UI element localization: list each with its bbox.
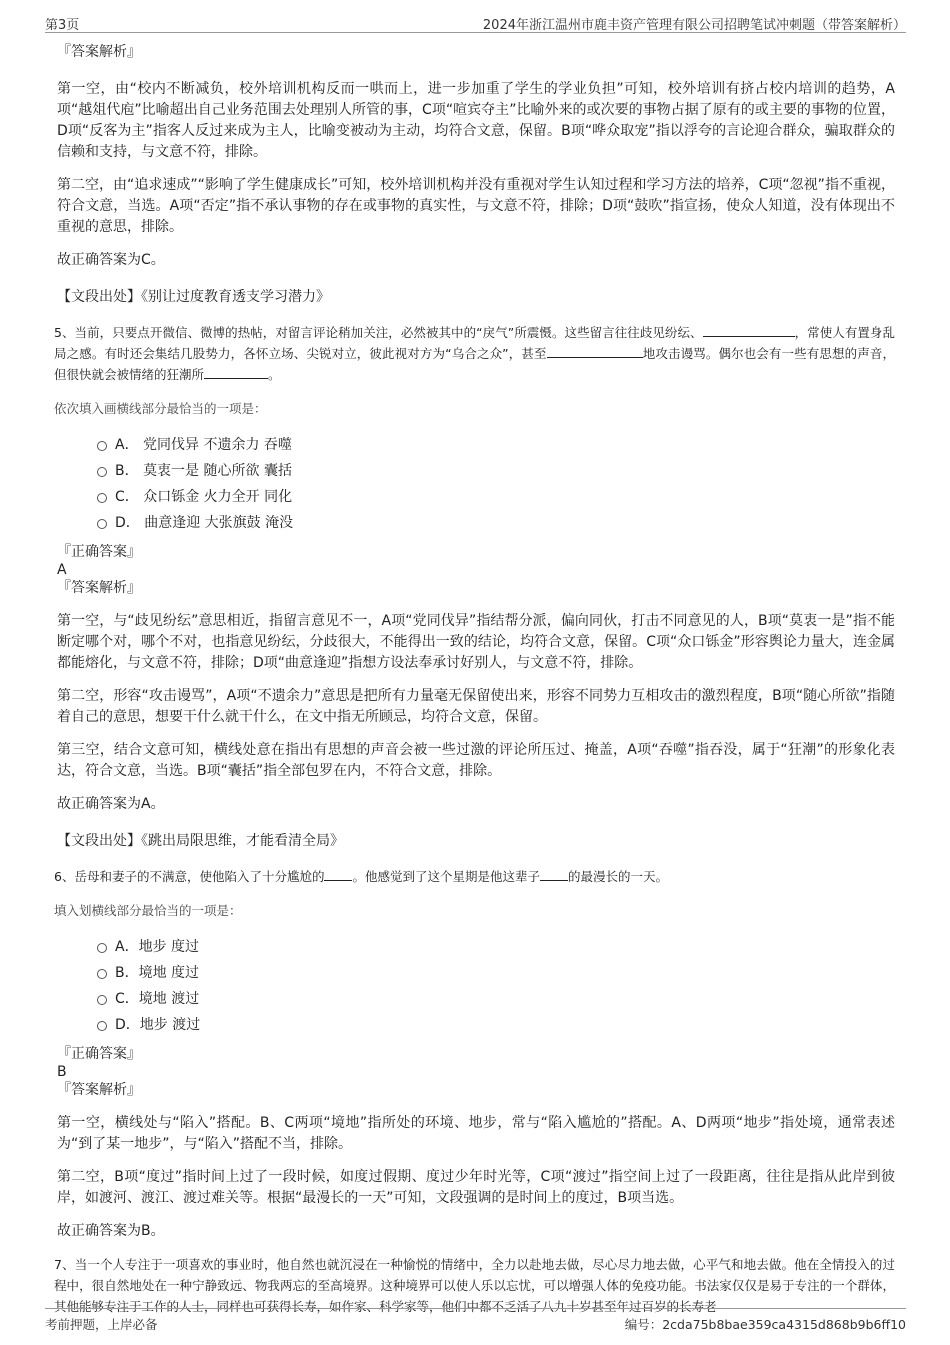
q6-conclusion: 故正确答案为B。 — [57, 1223, 165, 1239]
q5-question-text: 5、当前，只要点开微信、微博的热帖，对留言评论稍加关注，必然被其中的“戾气”所震慑。这些留言往往歧见纷纭、 ，常使人有置身乱局之感。有时还会集结几股势力，各怀立场、尖锐对立，彼此视对方为“乌合之众”，甚至 地攻击谩骂。偶尔也会有一些有思想的声音，但很快就会被情绪的狂潮所 。 — [54, 322, 895, 385]
page-footer — [45, 1308, 906, 1339]
q5-options — [95, 435, 895, 539]
q6-option-d[interactable]: D．地步 渡过 — [95, 1015, 895, 1041]
q5-blank-1 — [703, 322, 795, 337]
document-body — [54, 42, 895, 1317]
q6-correct-answer: B — [57, 1064, 67, 1080]
q5-option-a[interactable]: A． 党同伐异 不遗余力 吞噬 — [95, 435, 895, 461]
q5-analysis-para-2: 第二空，形容“攻击谩骂”，A项“不遗余力”意思是把所有力量毫无保留使出来，形容不同势力互相攻击的激烈程度，B项“随心所欲”指随着自己的意思，想要干什么就干什么，在文中指无所顾忌，均符合文意，保留。 — [57, 688, 895, 725]
q6-options — [95, 937, 895, 1041]
q6-analysis-para-1: 第一空，横线处与“陷入”搭配。B、C两项“境地”指所处的环境、地步，常与“陷入尴尬的”搭配。A、D两项“地步”指处境，通常表述为“到了某一地步”，与“陷入”搭配不当，排除。 — [57, 1115, 895, 1152]
radio-icon[interactable] — [97, 441, 107, 451]
radio-icon[interactable] — [97, 995, 107, 1005]
q6-analysis-label: 『答案解析』 — [57, 1082, 141, 1098]
q5-blank-2 — [547, 343, 643, 358]
q5-conclusion: 故正确答案为A。 — [57, 796, 165, 812]
page-header — [45, 10, 906, 33]
q6-correct-label: 『正确答案』 — [57, 1046, 141, 1062]
q6-option-a[interactable]: A．地步 度过 — [95, 937, 895, 963]
radio-icon[interactable] — [97, 1021, 107, 1031]
q5-correct-label: 『正确答案』 — [57, 544, 141, 560]
q5-option-b[interactable]: B． 莫衷一是 随心所欲 囊括 — [95, 461, 895, 487]
document-id: 编号：2cda75b8bae359ca4315d868b9b6ff10 — [624, 1317, 906, 1332]
q4-conclusion: 故正确答案为C。 — [57, 252, 165, 268]
q5-correct-answer: A — [57, 562, 67, 578]
q4-analysis-label: 『答案解析』 — [57, 44, 141, 60]
radio-icon[interactable] — [97, 519, 107, 529]
radio-icon[interactable] — [97, 969, 107, 979]
q6-analysis-para-2: 第二空，B项“度过”指时间上过了一段时候，如度过假期、度过少年时光等，C项“渡过”指空间上过了一段距离，往往是指从此岸到彼岸，如渡河、渡江、渡过难关等。根据“最漫长的一天”可知，文段强调的是时间上的度过，B项当选。 — [57, 1169, 895, 1206]
q5-analysis-label: 『答案解析』 — [57, 580, 141, 596]
footer-slogan: 考前押题，上岸必备 — [45, 1317, 158, 1332]
q5-prompt: 依次填入画横线部分最恰当的一项是： — [54, 401, 267, 416]
radio-icon[interactable] — [97, 493, 107, 503]
q5-source: 【文段出处】《跳出局限思维，才能看清全局》 — [57, 833, 344, 849]
document-title: 2024年浙江温州市鹿丰资产管理有限公司招聘笔试冲刺题（带答案解析） — [482, 18, 906, 33]
q5-analysis-para-3: 第三空，结合文意可知，横线处意在指出有思想的声音会被一些过激的评论所压过、掩盖，A项“吞噬”指吞没，属于“狂潮”的形象化表达，符合文意，当选。B项“囊括”指全部包罗在内，不符合文意，排除。 — [57, 742, 895, 779]
radio-icon[interactable] — [97, 943, 107, 953]
q4-analysis-para-2: 第二空，由“追求速成”“影响了学生健康成长”可知，校外培训机构并没有重视对学生认知过程和学习方法的培养，C项“忽视”指不重视，符合文意，当选。A项“否定”指不承认事物的存在或事物的真实性，与文意不符，排除；D项“鼓吹”指宣扬，使众人知道，没有体现出不重视的意思，排除。 — [57, 177, 895, 235]
q6-option-c[interactable]: C．境地 渡过 — [95, 989, 895, 1015]
q4-source: 【文段出处】《别让过度教育透支学习潜力》 — [57, 289, 330, 305]
q6-blank-1 — [324, 866, 352, 881]
q5-option-c[interactable]: C． 众口铄金 火力全开 同化 — [95, 487, 895, 513]
q7-question-text: 7、当一个人专注于一项喜欢的事业时，他自然也就沉浸在一种愉悦的情绪中，全力以赴地去做，尽心尽力地去做，心平气和地去做。他在全情投入的过程中，很自然地处在一种宁静致远、物我两忘的至高境界。这种境界可以使人乐以忘忧，可以增强人体的免疫功能。书法家仅仅是易于专注的一个群体，其他能够专注于工作的人士，同样也可获得长寿，如作家、科学家等，他们中都不乏活了八九十岁甚至年过百岁的长寿老 — [54, 1257, 895, 1314]
q5-blank-3 — [204, 364, 268, 379]
page-number: 第3页 — [45, 18, 80, 33]
q6-blank-2 — [540, 866, 568, 881]
q4-analysis-para-1: 第一空，由“校内不断减负，校外培训机构反而一哄而上，进一步加重了学生的学业负担”可知，校外培训有挤占校内培训的趋势，A项“越俎代庖”比喻超出自己业务范围去处理别人所管的事，C项“喧宾夺主”比喻外来的或次要的事物占据了原有的或主要的事物的位置，D项“反客为主”指客人反过来成为主人，比喻变被动为主动，均符合文意，保留。B项“哗众取宠”指以浮夸的言论迎合群众，骗取群众的信赖和支持，与文意不符，排除。 — [57, 81, 895, 160]
q6-prompt: 填入划横线部分最恰当的一项是： — [54, 903, 242, 918]
q5-analysis-para-1: 第一空，与“歧见纷纭”意思相近，指留言意见不一，A项“党同伐异”指结帮分派，偏向同伙，打击不同意见的人，B项“莫衷一是”指不能断定哪个对，哪个不对，也指意见纷纭，分歧很大，不能得出一致的结论，均符合文意，保留。C项“众口铄金”形容舆论力量大，连金属都能熔化，与文意不符，排除；D项“曲意逢迎”指想方设法奉承讨好别人，与文意不符，排除。 — [57, 613, 895, 671]
q6-question-text: 6、岳母和妻子的不满意，使他陷入了十分尴尬的 。他感觉到了这个星期是他这辈子 的最漫长的一天。 — [54, 866, 895, 887]
q6-option-b[interactable]: B．境地 度过 — [95, 963, 895, 989]
radio-icon[interactable] — [97, 467, 107, 477]
q5-option-d[interactable]: D． 曲意逢迎 大张旗鼓 淹没 — [95, 513, 895, 539]
